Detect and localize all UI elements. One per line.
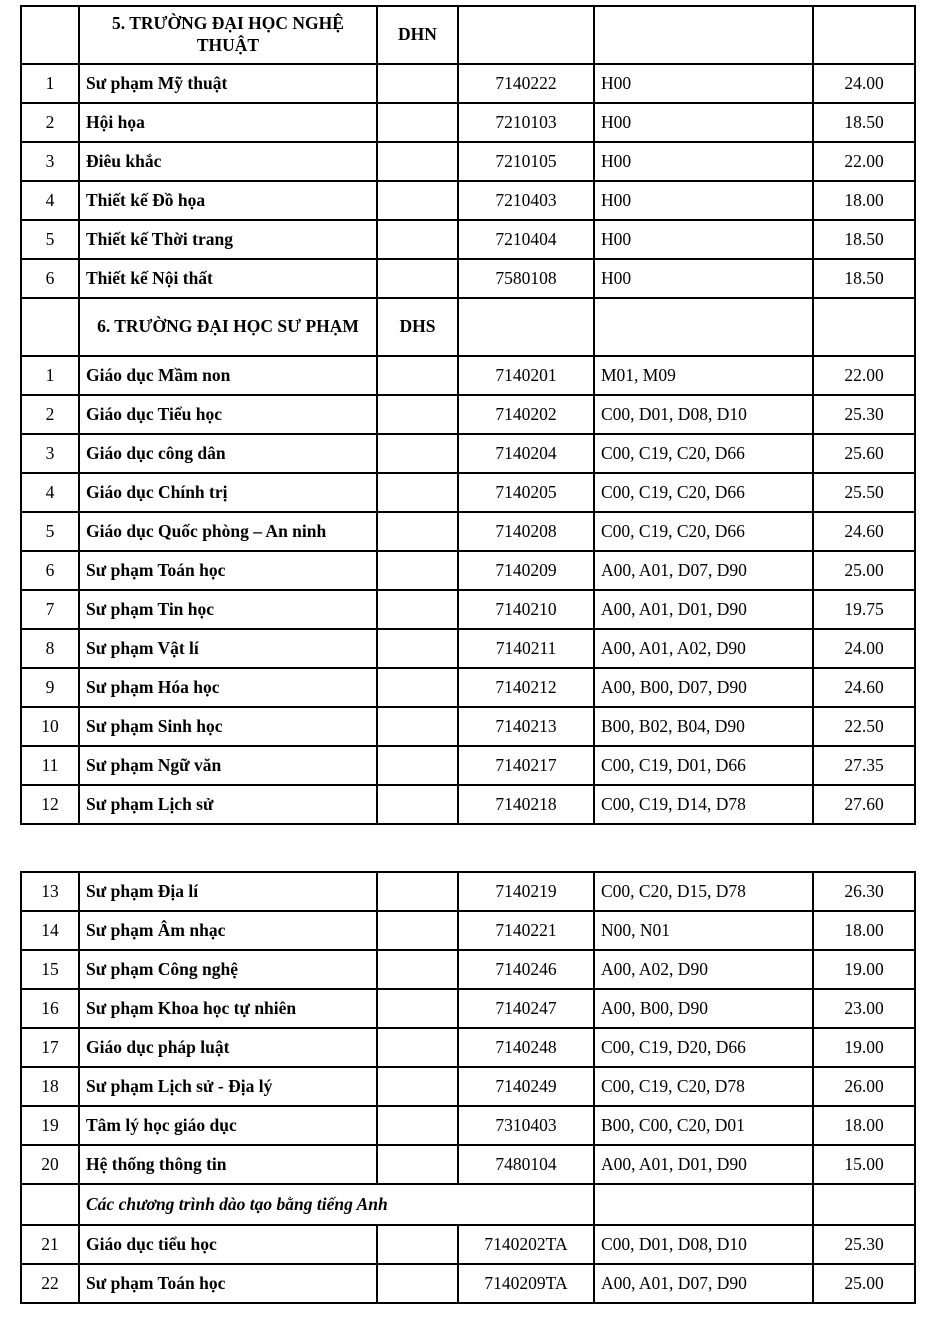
row-number-cell: 17 xyxy=(21,1028,79,1067)
score-cell: 19.75 xyxy=(813,590,915,629)
subject-combos-cell: C00, C19, D14, D78 xyxy=(594,785,813,824)
subject-combos-cell: H00 xyxy=(594,220,813,259)
major-name-cell: Sư phạm Sinh học xyxy=(79,707,377,746)
subject-combos-cell: H00 xyxy=(594,142,813,181)
table-row xyxy=(21,512,915,551)
row-number-cell: 1 xyxy=(21,64,79,103)
subject-combos-cell: A00, A02, D90 xyxy=(594,950,813,989)
row-number-cell: 6 xyxy=(21,259,79,298)
program-code-cell: 7580108 xyxy=(458,259,594,298)
program-code-cell: 7140222 xyxy=(458,64,594,103)
row-number-cell: 5 xyxy=(21,512,79,551)
school-code-cell xyxy=(377,785,458,824)
major-name-cell: Thiết kế Thời trang xyxy=(79,220,377,259)
school-code-cell: DHN xyxy=(377,6,458,64)
row-number-cell: 9 xyxy=(21,668,79,707)
program-code-cell: 7140246 xyxy=(458,950,594,989)
table-row xyxy=(21,1028,915,1067)
table-row xyxy=(21,1106,915,1145)
subject-combos-cell: B00, C00, C20, D01 xyxy=(594,1106,813,1145)
program-code-cell xyxy=(458,298,594,356)
score-cell: 22.50 xyxy=(813,707,915,746)
subject-combos-cell: H00 xyxy=(594,64,813,103)
school-code-cell: DHS xyxy=(377,298,458,356)
major-name-cell: Sư phạm Ngữ văn xyxy=(79,746,377,785)
row-number-cell: 7 xyxy=(21,590,79,629)
major-name-cell: Điêu khắc xyxy=(79,142,377,181)
row-number-cell: 14 xyxy=(21,911,79,950)
program-code-cell: 7140219 xyxy=(458,872,594,911)
program-code-cell: 7140212 xyxy=(458,668,594,707)
row-number-cell: 10 xyxy=(21,707,79,746)
table-row xyxy=(21,911,915,950)
school-section-header-row xyxy=(21,298,915,356)
subject-combos-cell: A00, A01, D01, D90 xyxy=(594,590,813,629)
school-code-cell xyxy=(377,142,458,181)
major-name-cell: Giáo dục Quốc phòng – An ninh xyxy=(79,512,377,551)
major-name-cell: Sư phạm Địa lí xyxy=(79,872,377,911)
school-code-cell xyxy=(377,356,458,395)
table-row xyxy=(21,590,915,629)
row-number-cell: 4 xyxy=(21,181,79,220)
row-number-cell: 22 xyxy=(21,1264,79,1303)
table-row xyxy=(21,950,915,989)
score-cell: 15.00 xyxy=(813,1145,915,1184)
score-cell xyxy=(813,298,915,356)
school-section-header-row xyxy=(21,6,915,64)
school-code-cell xyxy=(377,512,458,551)
school-code-cell xyxy=(377,434,458,473)
row-number-cell: 15 xyxy=(21,950,79,989)
subject-combos-cell xyxy=(594,1184,813,1225)
score-cell xyxy=(813,6,915,64)
row-number-cell xyxy=(21,298,79,356)
program-code-cell: 7310403 xyxy=(458,1106,594,1145)
score-cell: 19.00 xyxy=(813,1028,915,1067)
score-cell: 18.00 xyxy=(813,911,915,950)
subject-combos-cell: C00, C19, D20, D66 xyxy=(594,1028,813,1067)
row-number-cell: 3 xyxy=(21,142,79,181)
program-code-cell: 7140204 xyxy=(458,434,594,473)
major-name-cell: Sư phạm Vật lí xyxy=(79,629,377,668)
school-code-cell xyxy=(377,668,458,707)
school-code-cell xyxy=(377,911,458,950)
school-code-cell xyxy=(377,395,458,434)
row-number-cell: 16 xyxy=(21,989,79,1028)
major-name-cell: Giáo dục Chính trị xyxy=(79,473,377,512)
table-row xyxy=(21,356,915,395)
school-code-cell xyxy=(377,590,458,629)
program-code-cell: 7140202 xyxy=(458,395,594,434)
major-name-cell: Sư phạm Công nghệ xyxy=(79,950,377,989)
score-cell: 18.50 xyxy=(813,103,915,142)
school-code-cell xyxy=(377,1106,458,1145)
score-cell: 24.00 xyxy=(813,64,915,103)
table-row xyxy=(21,785,915,824)
subject-combos-cell: A00, A01, D07, D90 xyxy=(594,551,813,590)
table-row xyxy=(21,103,915,142)
school-code-cell xyxy=(377,629,458,668)
score-cell: 25.30 xyxy=(813,395,915,434)
school-code-cell xyxy=(377,473,458,512)
major-name-cell: Thiết kế Đồ họa xyxy=(79,181,377,220)
table-row xyxy=(21,872,915,911)
table-row xyxy=(21,1145,915,1184)
major-name-cell: Sư phạm Tin học xyxy=(79,590,377,629)
subject-combos-cell: C00, C19, C20, D78 xyxy=(594,1067,813,1106)
subject-combos-cell: H00 xyxy=(594,103,813,142)
table-row xyxy=(21,1225,915,1264)
subject-combos-cell: H00 xyxy=(594,259,813,298)
subject-combos-cell: A00, A01, D01, D90 xyxy=(594,1145,813,1184)
page-break-gap xyxy=(20,825,928,871)
major-name-cell: Sư phạm Toán học xyxy=(79,551,377,590)
program-code-cell: 7140201 xyxy=(458,356,594,395)
school-code-cell xyxy=(377,64,458,103)
table-row xyxy=(21,668,915,707)
table-row xyxy=(21,64,915,103)
table-row xyxy=(21,551,915,590)
score-cell: 22.00 xyxy=(813,356,915,395)
program-code-cell: 7140209 xyxy=(458,551,594,590)
subject-combos-cell: A00, B00, D07, D90 xyxy=(594,668,813,707)
subject-combos-cell: C00, D01, D08, D10 xyxy=(594,395,813,434)
subject-combos-cell: B00, B02, B04, D90 xyxy=(594,707,813,746)
score-cell: 25.00 xyxy=(813,551,915,590)
program-code-cell: 7140248 xyxy=(458,1028,594,1067)
score-cell: 22.00 xyxy=(813,142,915,181)
major-name-cell: Sư phạm Lịch sử xyxy=(79,785,377,824)
program-code-cell: 7210403 xyxy=(458,181,594,220)
score-cell: 19.00 xyxy=(813,950,915,989)
subject-combos-cell: C00, C19, D01, D66 xyxy=(594,746,813,785)
program-code-cell: 7480104 xyxy=(458,1145,594,1184)
row-number-cell xyxy=(21,6,79,64)
school-code-cell xyxy=(377,989,458,1028)
subject-combos-cell: C00, C20, D15, D78 xyxy=(594,872,813,911)
school-name-cell: 6. TRƯỜNG ĐẠI HỌC SƯ PHẠM xyxy=(79,298,377,356)
subject-combos-cell: C00, C19, C20, D66 xyxy=(594,512,813,551)
score-cell: 27.35 xyxy=(813,746,915,785)
subject-combos-cell: A00, A01, D07, D90 xyxy=(594,1264,813,1303)
school-code-cell xyxy=(377,259,458,298)
program-code-cell: 7140208 xyxy=(458,512,594,551)
table-row xyxy=(21,1067,915,1106)
school-code-cell xyxy=(377,103,458,142)
table-row xyxy=(21,629,915,668)
major-name-cell: Sư phạm Âm nhạc xyxy=(79,911,377,950)
school-code-cell xyxy=(377,1145,458,1184)
program-code-cell: 7140209TA xyxy=(458,1264,594,1303)
score-cell: 27.60 xyxy=(813,785,915,824)
school-code-cell xyxy=(377,950,458,989)
subject-combos-cell: A00, A01, A02, D90 xyxy=(594,629,813,668)
row-number-cell: 5 xyxy=(21,220,79,259)
subject-combos-cell: M01, M09 xyxy=(594,356,813,395)
subject-combos-cell xyxy=(594,6,813,64)
english-program-note-cell: Các chương trình dào tạo bằng tiếng Anh xyxy=(79,1184,594,1225)
row-number-cell xyxy=(21,1184,79,1225)
row-number-cell: 6 xyxy=(21,551,79,590)
major-name-cell: Sư phạm Hóa học xyxy=(79,668,377,707)
row-number-cell: 8 xyxy=(21,629,79,668)
row-number-cell: 1 xyxy=(21,356,79,395)
score-cell: 25.00 xyxy=(813,1264,915,1303)
program-code-cell xyxy=(458,6,594,64)
row-number-cell: 20 xyxy=(21,1145,79,1184)
major-name-cell: Giáo dục công dân xyxy=(79,434,377,473)
subject-combos-cell: C00, D01, D08, D10 xyxy=(594,1225,813,1264)
program-code-cell: 7210103 xyxy=(458,103,594,142)
subject-combos-cell: H00 xyxy=(594,181,813,220)
school-code-cell xyxy=(377,220,458,259)
row-number-cell: 19 xyxy=(21,1106,79,1145)
row-number-cell: 13 xyxy=(21,872,79,911)
score-cell: 25.30 xyxy=(813,1225,915,1264)
major-name-cell: Hệ thống thông tin xyxy=(79,1145,377,1184)
score-cell: 24.00 xyxy=(813,629,915,668)
program-code-cell: 7140202TA xyxy=(458,1225,594,1264)
row-number-cell: 2 xyxy=(21,395,79,434)
score-cell: 25.60 xyxy=(813,434,915,473)
program-code-cell: 7140205 xyxy=(458,473,594,512)
subject-combos-cell xyxy=(594,298,813,356)
major-name-cell: Sư phạm Lịch sử - Địa lý xyxy=(79,1067,377,1106)
table-row xyxy=(21,220,915,259)
score-cell: 24.60 xyxy=(813,668,915,707)
table-row xyxy=(21,259,915,298)
table-row xyxy=(21,989,915,1028)
program-code-cell: 7210105 xyxy=(458,142,594,181)
school-code-cell xyxy=(377,872,458,911)
major-name-cell: Sư phạm Khoa học tự nhiên xyxy=(79,989,377,1028)
program-code-cell: 7140247 xyxy=(458,989,594,1028)
row-number-cell: 11 xyxy=(21,746,79,785)
table-row xyxy=(21,473,915,512)
major-name-cell: Sư phạm Toán học xyxy=(79,1264,377,1303)
admission-scores-table-part-2 xyxy=(20,871,916,1304)
score-cell: 24.60 xyxy=(813,512,915,551)
score-cell: 18.00 xyxy=(813,1106,915,1145)
score-cell: 18.50 xyxy=(813,259,915,298)
subject-combos-cell: C00, C19, C20, D66 xyxy=(594,434,813,473)
program-code-cell: 7140218 xyxy=(458,785,594,824)
row-number-cell: 12 xyxy=(21,785,79,824)
subject-combos-cell: C00, C19, C20, D66 xyxy=(594,473,813,512)
row-number-cell: 21 xyxy=(21,1225,79,1264)
major-name-cell: Giáo dục Tiểu học xyxy=(79,395,377,434)
school-code-cell xyxy=(377,746,458,785)
table-row xyxy=(21,395,915,434)
score-cell xyxy=(813,1184,915,1225)
admission-scores-table-part-1 xyxy=(20,5,916,825)
major-name-cell: Thiết kế Nội thất xyxy=(79,259,377,298)
row-number-cell: 2 xyxy=(21,103,79,142)
table-row xyxy=(21,142,915,181)
score-cell: 25.50 xyxy=(813,473,915,512)
major-name-cell: Giáo dục tiểu học xyxy=(79,1225,377,1264)
score-cell: 18.50 xyxy=(813,220,915,259)
school-code-cell xyxy=(377,551,458,590)
major-name-cell: Sư phạm Mỹ thuật xyxy=(79,64,377,103)
major-name-cell: Giáo dục Mầm non xyxy=(79,356,377,395)
score-cell: 26.30 xyxy=(813,872,915,911)
school-code-cell xyxy=(377,1264,458,1303)
table-row xyxy=(21,434,915,473)
table-row xyxy=(21,1264,915,1303)
major-name-cell: Tâm lý học giáo dục xyxy=(79,1106,377,1145)
program-code-cell: 7140249 xyxy=(458,1067,594,1106)
subject-combos-cell: N00, N01 xyxy=(594,911,813,950)
program-code-cell: 7140211 xyxy=(458,629,594,668)
school-code-cell xyxy=(377,1028,458,1067)
score-cell: 26.00 xyxy=(813,1067,915,1106)
table-row xyxy=(21,746,915,785)
program-code-cell: 7140213 xyxy=(458,707,594,746)
program-code-cell: 7140217 xyxy=(458,746,594,785)
english-program-note-row xyxy=(21,1184,915,1225)
row-number-cell: 3 xyxy=(21,434,79,473)
school-name-cell: 5. TRƯỜNG ĐẠI HỌC NGHỆ THUẬT xyxy=(79,6,377,64)
major-name-cell: Giáo dục pháp luật xyxy=(79,1028,377,1067)
score-cell: 23.00 xyxy=(813,989,915,1028)
subject-combos-cell: A00, B00, D90 xyxy=(594,989,813,1028)
row-number-cell: 18 xyxy=(21,1067,79,1106)
score-cell: 18.00 xyxy=(813,181,915,220)
table-row xyxy=(21,181,915,220)
program-code-cell: 7140221 xyxy=(458,911,594,950)
program-code-cell: 7140210 xyxy=(458,590,594,629)
table-row xyxy=(21,707,915,746)
school-code-cell xyxy=(377,181,458,220)
school-code-cell xyxy=(377,1067,458,1106)
major-name-cell: Hội họa xyxy=(79,103,377,142)
program-code-cell: 7210404 xyxy=(458,220,594,259)
school-code-cell xyxy=(377,1225,458,1264)
school-code-cell xyxy=(377,707,458,746)
row-number-cell: 4 xyxy=(21,473,79,512)
